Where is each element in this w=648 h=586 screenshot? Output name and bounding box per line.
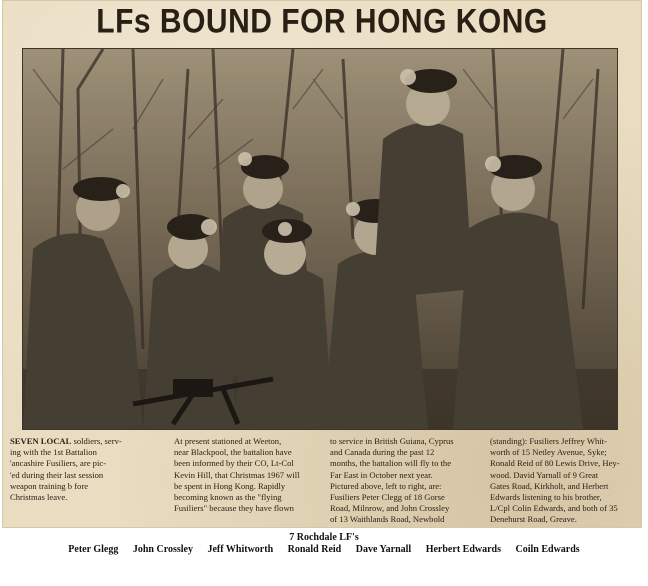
caption-area [0,528,648,586]
name-item: Herbert Edwards [425,544,501,555]
name-item: Peter Glegg [68,544,119,555]
article-lead: SEVEN LOCAL [10,436,72,446]
article-column-1 [10,436,164,503]
article-column-1-text: soldiers, serv- ing with the 1st Battalion 'ancashire Fusiliers, are pic- 'ed during their last session weapon training b fore Christmas leave. [10,436,122,503]
name-item: Dave Yarnall [355,544,412,555]
article-column-2: At present stationed at Weeton, near Blackpool, the battalion have been informed by their CO, Lt-Col Kevin Hill, that Christmas 1967 will be spent in Hong Kong. Rapidly becoming known as the "flying Fusiliers" because they have flown [174,436,300,514]
article-column-4: (standing): Fusiliers Jeffrey Whit- worth of 15 Netley Avenue, Syke; Ronald Reid of 80 Lewis Drive, Hey- wood. David Yarnall of 9 Great Gates Road, Kirkholt, and Herbert Edwards listening to his brother, L/Cpl Colin Edwards, and both of 35 Denehurst Road, Greave. [490,436,620,525]
caption-title: 7 Rochdale LF's [289,532,359,543]
newspaper-clipping [2,0,642,528]
name-item: Coiln Edwards [515,544,580,555]
photo-illustration [23,49,617,429]
soldiers-photo [22,48,618,430]
name-item: John Crossley [132,544,193,555]
name-list [0,544,648,555]
headline: LFs BOUND FOR HONG KONG [96,2,548,41]
name-item: Jeff Whitworth [207,544,274,555]
name-item: Ronald Reid [287,544,342,555]
article-body [10,430,630,526]
article-column-3: to service in British Guiana, Cyprus and Canada during the past 12 months, the battalion will fly to the Far East in October next year. Pictured above, left to right, are: Fusiliers Peter Clegg of 18 Gorse Road, Milnrow, and John Crossley of 13 Waithlands Road, Newbold [330,436,454,525]
